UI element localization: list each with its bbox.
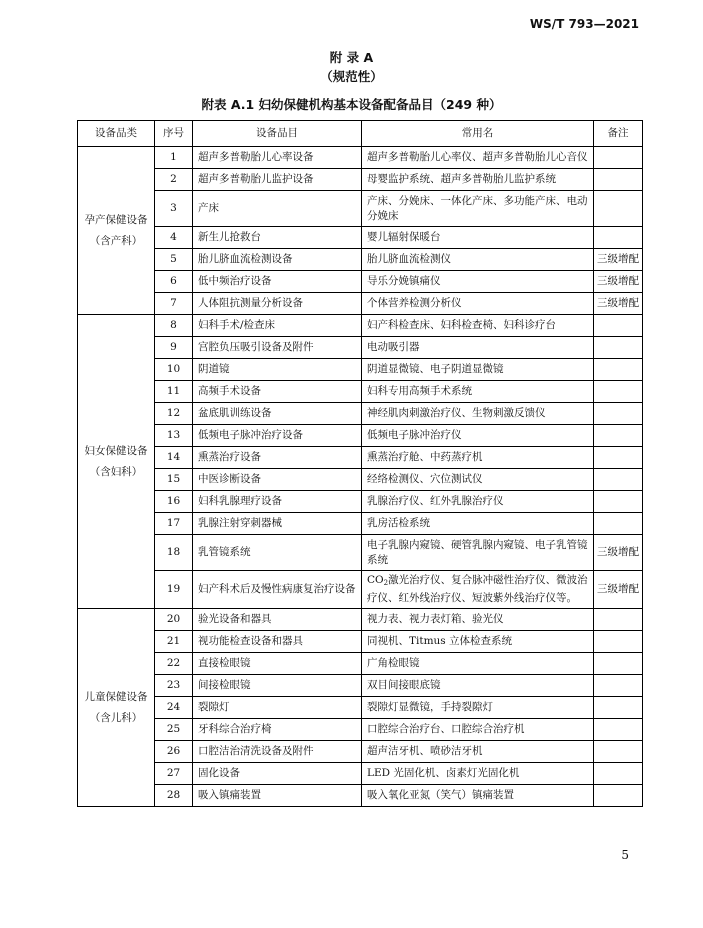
common-names: 口腔综合治疗台、口腔综合治疗机	[362, 719, 594, 741]
common-names: 产床、分娩床、一体化产床、多功能产床、电动分娩床	[362, 191, 594, 227]
equipment-item: 乳腺注射穿刺器械	[193, 513, 362, 535]
equipment-item: 人体阻抗测量分析设备	[193, 293, 362, 315]
note	[594, 741, 643, 763]
equipment-item: 中医诊断设备	[193, 469, 362, 491]
note	[594, 469, 643, 491]
table-row	[78, 169, 643, 191]
equipment-item: 妇产科术后及慢性病康复治疗设备	[193, 571, 362, 609]
note: 三级增配	[594, 271, 643, 293]
equipment-item: 新生儿抢救台	[193, 227, 362, 249]
common-names: 胎儿脐血流检测仪	[362, 249, 594, 271]
table-row	[78, 469, 643, 491]
table-row	[78, 491, 643, 513]
common-names: 经络检测仪、穴位测试仪	[362, 469, 594, 491]
note: 三级增配	[594, 293, 643, 315]
common-names: 妇科专用高频手术系统	[362, 381, 594, 403]
equipment-item: 直接检眼镜	[193, 653, 362, 675]
table-row	[78, 403, 643, 425]
equipment-item: 高频手术设备	[193, 381, 362, 403]
equipment-item: 熏蒸治疗设备	[193, 447, 362, 469]
table-row	[78, 571, 643, 609]
equipment-item: 牙科综合治疗椅	[193, 719, 362, 741]
note	[594, 337, 643, 359]
category-cell: 孕产保健设备（含产科）	[78, 147, 155, 315]
equipment-item: 盆底肌训练设备	[193, 403, 362, 425]
table-row	[78, 653, 643, 675]
common-names: 超声多普勒胎儿心率仪、超声多普勒胎儿心音仪	[362, 147, 594, 169]
row-number: 3	[155, 191, 193, 227]
equipment-item: 裂隙灯	[193, 697, 362, 719]
note	[594, 631, 643, 653]
note	[594, 447, 643, 469]
equipment-item: 口腔洁治清洗设备及附件	[193, 741, 362, 763]
table-row	[78, 513, 643, 535]
table-row	[78, 147, 643, 169]
table-row	[78, 785, 643, 807]
table-row	[78, 359, 643, 381]
common-names: 乳房活检系统	[362, 513, 594, 535]
table-row	[78, 227, 643, 249]
note	[594, 763, 643, 785]
equipment-item: 阴道镜	[193, 359, 362, 381]
common-names: 裂隙灯显微镜，手持裂隙灯	[362, 697, 594, 719]
table-row	[78, 697, 643, 719]
note	[594, 227, 643, 249]
equipment-item: 超声多普勒胎儿心率设备	[193, 147, 362, 169]
common-names: 同视机、Titmus 立体检查系统	[362, 631, 594, 653]
equipment-item: 妇科乳腺理疗设备	[193, 491, 362, 513]
common-names: 超声洁牙机、喷砂洁牙机	[362, 741, 594, 763]
row-number: 14	[155, 447, 193, 469]
category-cell: 妇女保健设备（含妇科）	[78, 315, 155, 609]
row-number: 26	[155, 741, 193, 763]
common-names: 熏蒸治疗舱、中药蒸疗机	[362, 447, 594, 469]
equipment-item: 低频电子脉冲治疗设备	[193, 425, 362, 447]
row-number: 9	[155, 337, 193, 359]
table-row	[78, 609, 643, 631]
row-number: 17	[155, 513, 193, 535]
common-names: 导乐分娩镇痛仪	[362, 271, 594, 293]
header-category: 设备品类	[78, 121, 155, 147]
table-row	[78, 293, 643, 315]
page-number: 5	[621, 848, 629, 862]
header-number: 序号	[155, 121, 193, 147]
common-names	[362, 571, 594, 609]
table-row	[78, 741, 643, 763]
table-row	[78, 631, 643, 653]
row-number: 15	[155, 469, 193, 491]
row-number: 12	[155, 403, 193, 425]
common-names: 母婴监护系统、超声多普勒胎儿监护系统	[362, 169, 594, 191]
note	[594, 609, 643, 631]
row-number: 25	[155, 719, 193, 741]
note	[594, 697, 643, 719]
table-row	[78, 191, 643, 227]
row-number: 13	[155, 425, 193, 447]
subscript-2: 2	[383, 579, 389, 587]
equipment-item: 乳管镜系统	[193, 535, 362, 571]
common-names: 阴道显微镜、电子阴道显微镜	[362, 359, 594, 381]
equipment-item: 低中频治疗设备	[193, 271, 362, 293]
common-names: 婴儿辐射保暖台	[362, 227, 594, 249]
table-row	[78, 425, 643, 447]
common-names: 电动吸引器	[362, 337, 594, 359]
common-names: 吸入氧化亚氮（笑气）镇痛装置	[362, 785, 594, 807]
appendix-nature: （规范性）	[320, 69, 383, 84]
note	[594, 147, 643, 169]
equipment-item: 视功能检查设备和器具	[193, 631, 362, 653]
common-names: 乳腺治疗仪、红外乳腺治疗仪	[362, 491, 594, 513]
row-number: 24	[155, 697, 193, 719]
note	[594, 719, 643, 741]
note	[594, 403, 643, 425]
equipment-item: 超声多普勒胎儿监护设备	[193, 169, 362, 191]
co2-text: CO	[367, 574, 384, 586]
note	[594, 381, 643, 403]
common-names: 神经肌肉刺激治疗仪、生物刺激反馈仪	[362, 403, 594, 425]
equipment-item: 验光设备和器具	[193, 609, 362, 631]
row-number: 11	[155, 381, 193, 403]
common-names: 广角检眼镜	[362, 653, 594, 675]
table-row	[78, 381, 643, 403]
note	[594, 675, 643, 697]
note	[594, 191, 643, 227]
row-number: 28	[155, 785, 193, 807]
common-names: 视力表、视力表灯箱、验光仪	[362, 609, 594, 631]
table-row	[78, 763, 643, 785]
row-number: 21	[155, 631, 193, 653]
common-names: 妇产科检查床、妇科检查椅、妇科诊疗台	[362, 315, 594, 337]
equipment-item: 宫腔负压吸引设备及附件	[193, 337, 362, 359]
table-header-row	[78, 121, 643, 147]
common-names: 低频电子脉冲治疗仪	[362, 425, 594, 447]
table-row	[78, 535, 643, 571]
note	[594, 359, 643, 381]
row-number: 2	[155, 169, 193, 191]
table-row	[78, 675, 643, 697]
row-number: 10	[155, 359, 193, 381]
equipment-item: 妇科手术/检查床	[193, 315, 362, 337]
note	[594, 315, 643, 337]
equipment-item: 间接检眼镜	[193, 675, 362, 697]
note	[594, 491, 643, 513]
header-common-names: 常用名	[362, 121, 594, 147]
row-number: 16	[155, 491, 193, 513]
row-number: 27	[155, 763, 193, 785]
row-number: 4	[155, 227, 193, 249]
row-number: 6	[155, 271, 193, 293]
table-row	[78, 337, 643, 359]
row-number: 5	[155, 249, 193, 271]
note: 三级增配	[594, 249, 643, 271]
header-note: 备注	[594, 121, 643, 147]
row-number: 22	[155, 653, 193, 675]
note	[594, 169, 643, 191]
common-names: 个体营养检测分析仪	[362, 293, 594, 315]
table-row	[78, 719, 643, 741]
row-number: 19	[155, 571, 193, 609]
common-names: 双目间接眼底镜	[362, 675, 594, 697]
row-number: 23	[155, 675, 193, 697]
document-number: WS/T 793—2021	[529, 17, 639, 31]
note: 三级增配	[594, 571, 643, 609]
note	[594, 513, 643, 535]
row-number: 7	[155, 293, 193, 315]
note	[594, 785, 643, 807]
table-row	[78, 447, 643, 469]
table-title: 附表 A.1 妇幼保健机构基本设备配备品目（249 种）	[201, 97, 502, 112]
row-number: 18	[155, 535, 193, 571]
row-number: 1	[155, 147, 193, 169]
common-names: LED 光固化机、卤素灯光固化机	[362, 763, 594, 785]
table-row	[78, 271, 643, 293]
equipment-table	[77, 120, 643, 807]
equipment-item: 吸入镇痛装置	[193, 785, 362, 807]
common-names: 电子乳腺内窥镜、硬管乳腺内窥镜、电子乳管镜系统	[362, 535, 594, 571]
row-number: 8	[155, 315, 193, 337]
category-cell: 儿童保健设备（含儿科）	[78, 609, 155, 807]
row-number: 20	[155, 609, 193, 631]
common-names-text: 激光治疗仪、复合脉冲磁性治疗仪、微波治疗仪、红外线治疗仪、短波紫外线治疗仪等。	[367, 574, 588, 604]
note	[594, 653, 643, 675]
appendix-title: 附 录 A	[329, 50, 374, 65]
note: 三级增配	[594, 535, 643, 571]
equipment-item: 固化设备	[193, 763, 362, 785]
note	[594, 425, 643, 447]
table-row	[78, 249, 643, 271]
table-row	[78, 315, 643, 337]
equipment-item: 胎儿脐血流检测设备	[193, 249, 362, 271]
equipment-item: 产床	[193, 191, 362, 227]
header-item: 设备品目	[193, 121, 362, 147]
